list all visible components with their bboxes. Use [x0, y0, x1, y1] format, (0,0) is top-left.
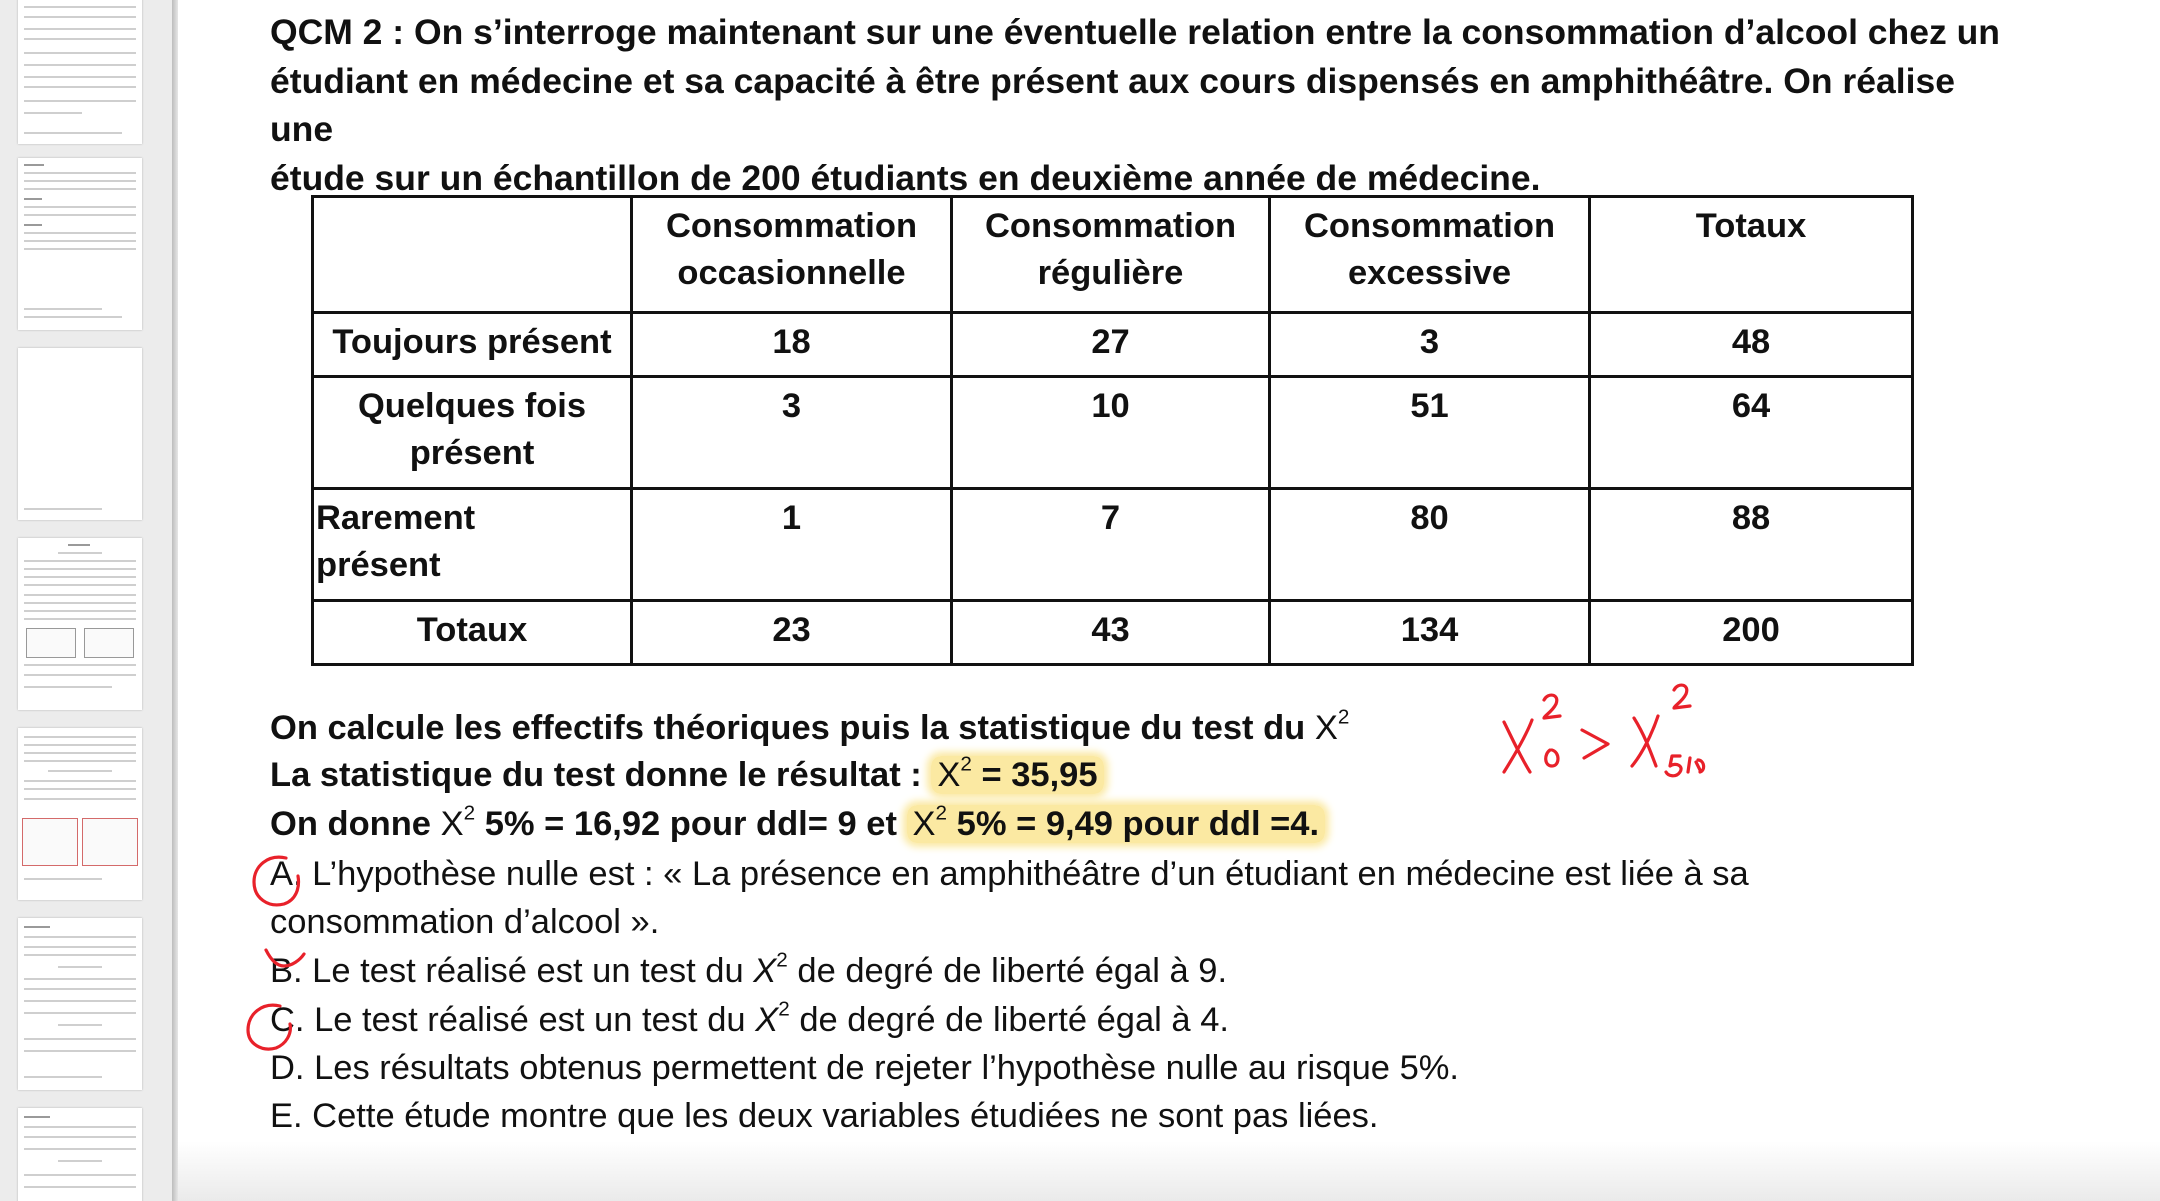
- answer-a[interactable]: A. L’hypothèse nulle est : « La présence en amphithéâtre d’un étudiant en médecine est liée à sa: [270, 855, 1749, 893]
- table-cell: 80: [1270, 489, 1590, 601]
- page-thumbnail[interactable]: [18, 918, 142, 1090]
- page-thumbnail[interactable]: [18, 0, 142, 144]
- statement-line-3: On donne $X^2$ 5% = 16,92 pour ddl= 9 et $X^2$ 5% = 9,49 pour ddl =4.: [270, 802, 1325, 846]
- row-label: Toujours présent: [313, 313, 632, 377]
- table-cell: 1: [632, 489, 952, 601]
- page-thumbnail[interactable]: [18, 538, 142, 710]
- table-cell: 27: [952, 313, 1270, 377]
- page-thumbnail[interactable]: [18, 348, 142, 520]
- contingency-table: [311, 195, 1914, 666]
- table-header: Consommation régulière: [952, 197, 1270, 313]
- answer-d[interactable]: D. Les résultats obtenus permettent de rejeter l’hypothèse nulle au risque 5%.: [270, 1049, 1460, 1087]
- answer-c[interactable]: C. Le test réalisé est un test du $X^2$ de degré de liberté égal à 4.: [270, 997, 1229, 1039]
- page-thumbnail[interactable]: [18, 1108, 142, 1201]
- answer-a-continued: consommation d’alcool ».: [270, 903, 660, 941]
- title-line: étudiant en médecine et sa capacité à être présent aux cours dispensés en amphithéâtre. On réalise une: [270, 60, 1955, 149]
- table-cell: 51: [1270, 377, 1590, 489]
- table-cell: 10: [952, 377, 1270, 489]
- table-cell: 64: [1590, 377, 1913, 489]
- table-cell: 23: [632, 601, 952, 665]
- table-cell: 18: [632, 313, 952, 377]
- highlight-test-statistic: $X^2 = 35,95$: [931, 756, 1103, 794]
- table-cell: 134: [1270, 601, 1590, 665]
- page-thumbnail[interactable]: [18, 728, 142, 900]
- table-cell: 7: [952, 489, 1270, 601]
- page-thumbnail[interactable]: [18, 158, 142, 330]
- table-cell: 88: [1590, 489, 1913, 601]
- table-row: [313, 377, 1913, 489]
- title-line: étude sur un échantillon de 200 étudiants en deuxième année de médecine.: [270, 157, 1541, 198]
- table-cell: 43: [952, 601, 1270, 665]
- row-label: Quelques fois présent: [313, 377, 632, 489]
- page-thumbnail-sidebar: [0, 0, 172, 1201]
- table-cell: 48: [1590, 313, 1913, 377]
- table-header: Consommation excessive: [1270, 197, 1590, 313]
- answer-b[interactable]: B. Le test réalisé est un test du $X^2$ de degré de liberté égal à 9.: [270, 948, 1228, 990]
- table-header-empty: [313, 197, 632, 313]
- table-header: Totaux: [1590, 197, 1913, 313]
- bottom-shadow: [178, 1141, 2160, 1201]
- table-row: [313, 313, 1913, 377]
- statement-line-2: La statistique du test donne le résultat : $X^2 = 35,95$: [270, 753, 1104, 797]
- table-cell: 200: [1590, 601, 1913, 665]
- row-label: Rarement présent: [313, 489, 632, 601]
- row-label: Totaux: [313, 601, 632, 665]
- title-line: QCM 2 : On s’interroge maintenant sur une éventuelle relation entre la consommation d’alcool chez un: [270, 12, 2000, 52]
- table-row-totals: [313, 601, 1913, 665]
- table-cell: 3: [632, 377, 952, 489]
- answer-e[interactable]: E. Cette étude montre que les deux variables étudiées ne sont pas liées.: [270, 1097, 1379, 1135]
- table-cell: 3: [1270, 313, 1590, 377]
- statement-line-1: On calcule les effectifs théoriques puis la statistique du test du $X^2$: [270, 705, 1350, 747]
- highlight-critical-value: $X^2$ 5% = 9,49 pour ddl =4.: [907, 805, 1326, 843]
- table-header-row: [313, 197, 1913, 313]
- question-title: [270, 8, 2010, 202]
- table-header: Consommation occasionnelle: [632, 197, 952, 313]
- table-row: [313, 489, 1913, 601]
